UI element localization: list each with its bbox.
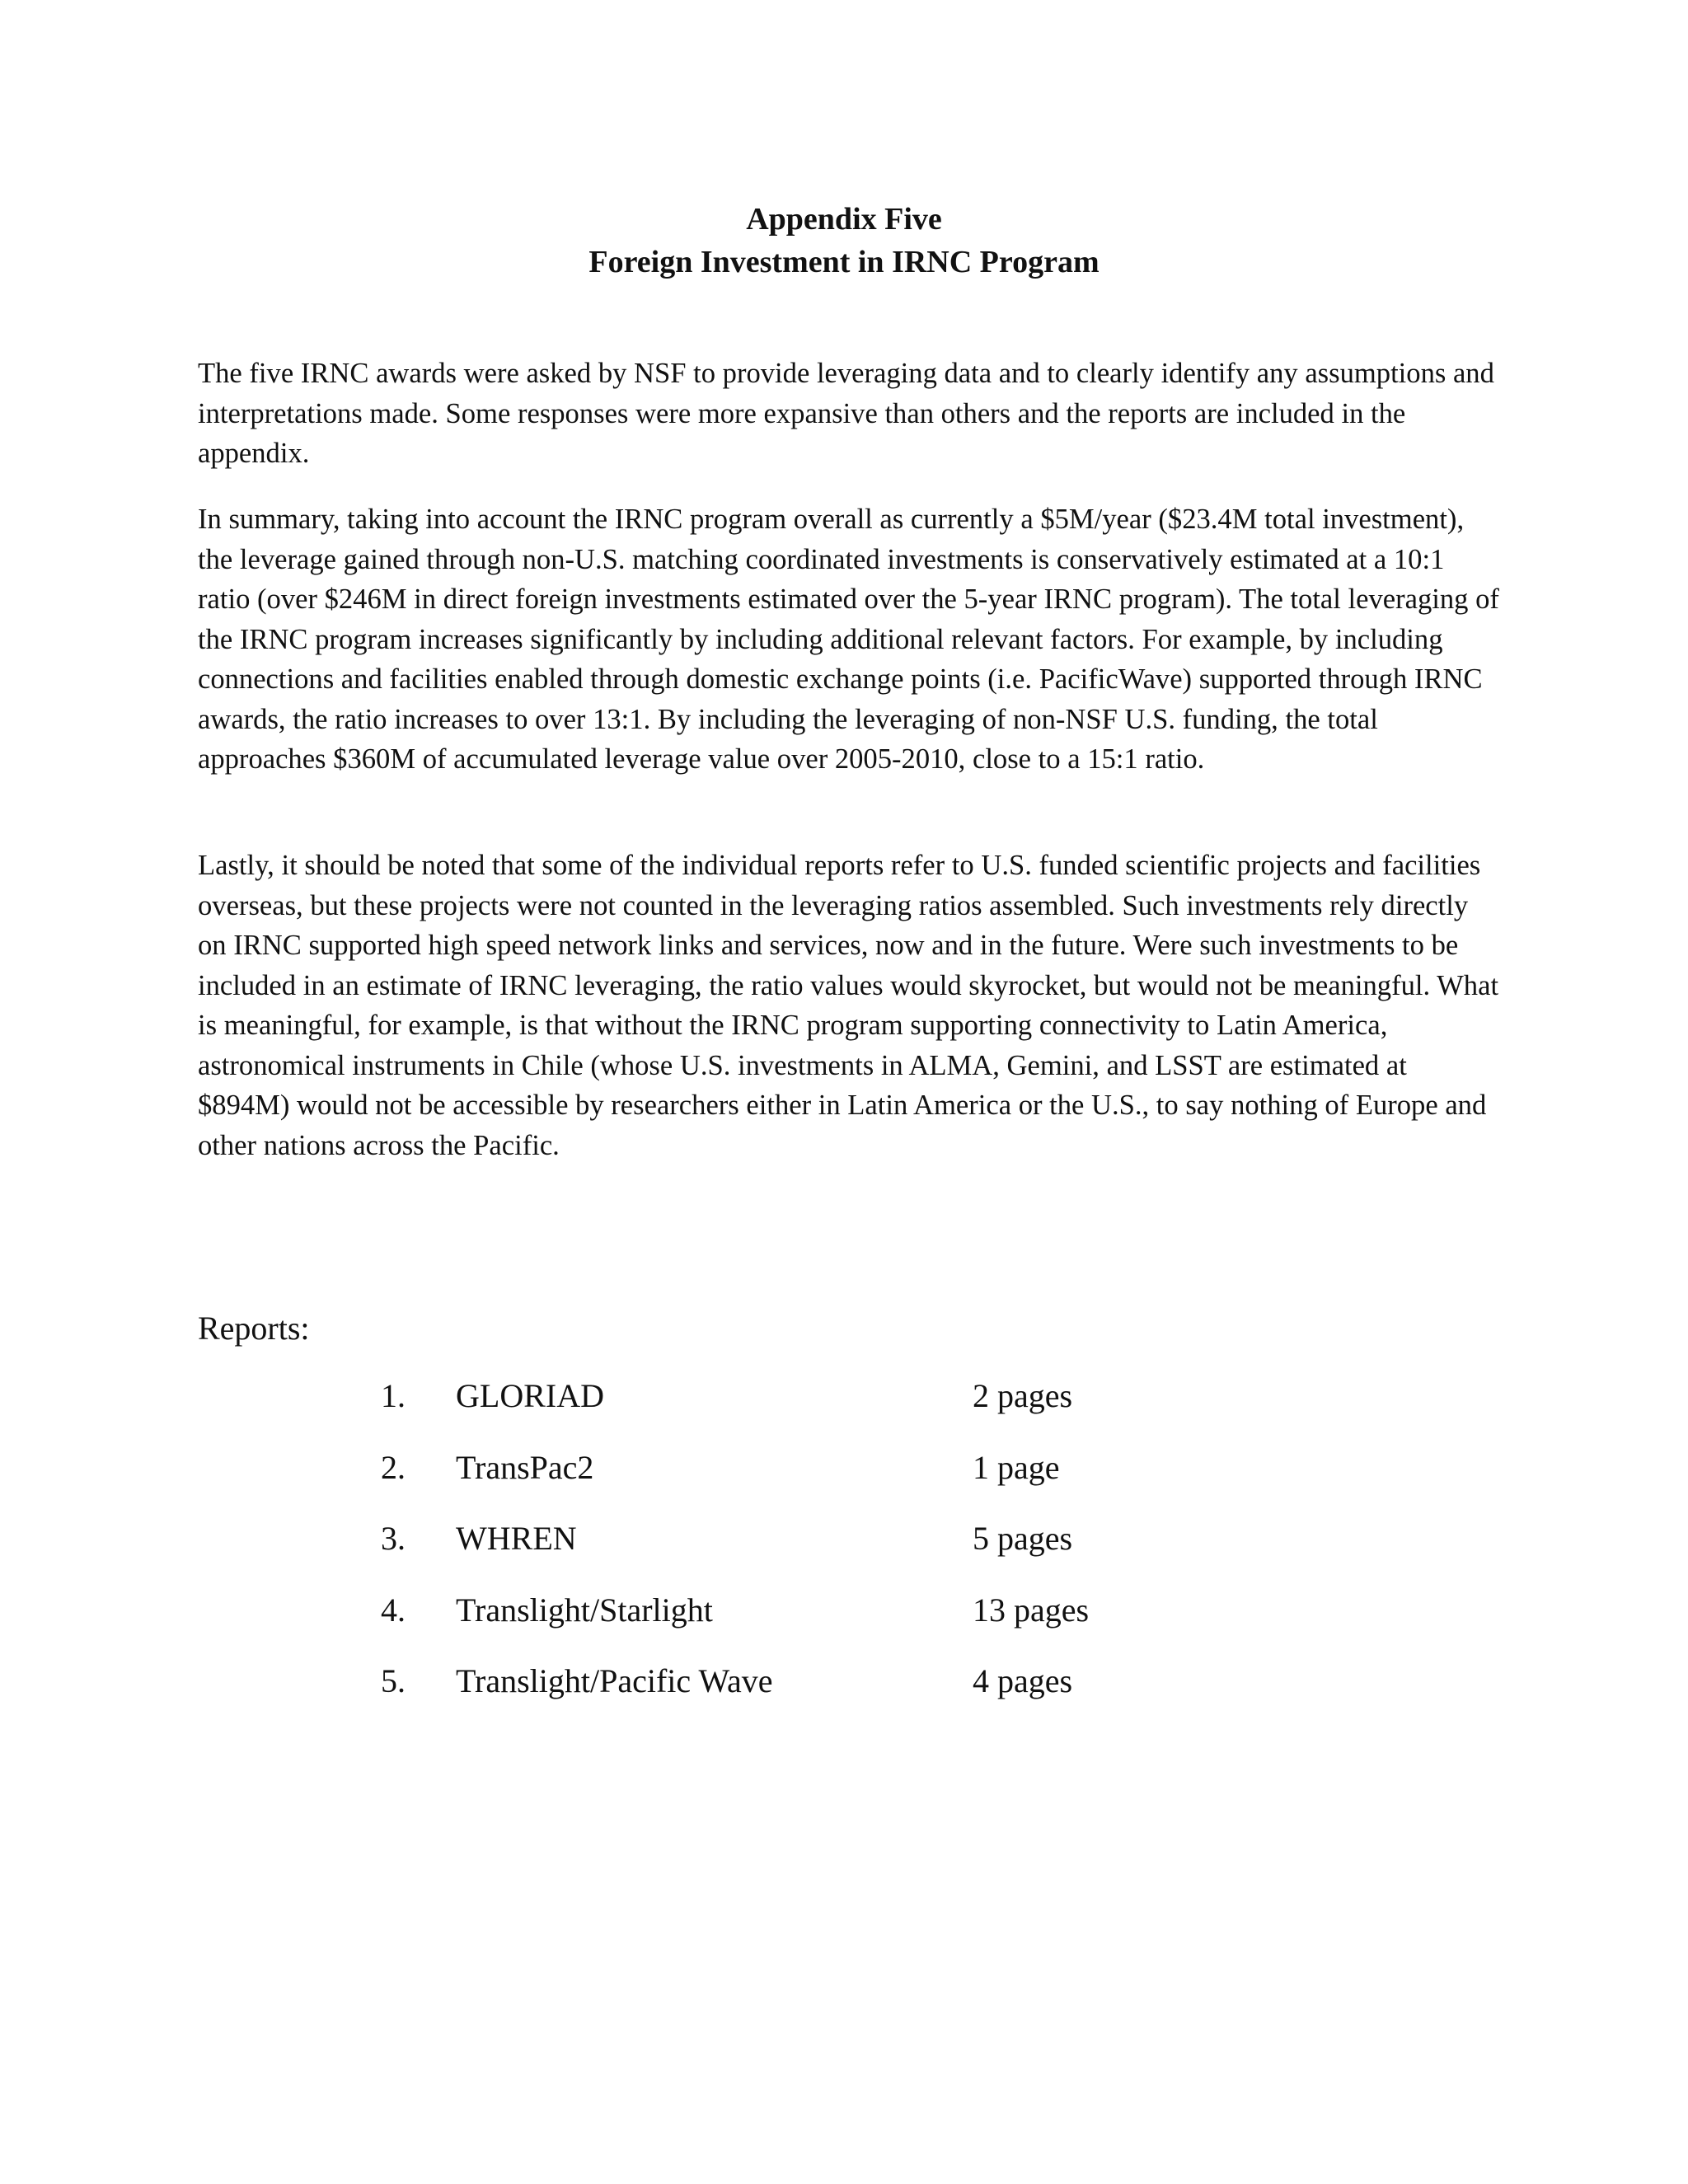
page-title: Appendix Five (746, 202, 942, 237)
report-number: 1. (381, 1377, 406, 1414)
list-item (0, 1587, 1688, 1659)
paragraph-summary: In summary, taking into account the IRNC program overall as currently a $5M/year ($23.4M total investment), the leverage gained through non-U.S. matching coordinated investments is conservatively estimated at a 10:1 ratio (over $246M in direct foreign investments estimated over the 5-year IRNC program). The total leveraging of the IRNC program increases significantly by including additional relevant factors. For example, by including connections and facilities enabled through domestic exchange points (i.e. PacificWave) supported through IRNC awards, the ratio increases to over 13:1. By including the leveraging of non-NSF U.S. funding, the total approaches $360M of accumulated leverage value over 2005-2010, close to a 15:1 ratio. (198, 504, 1499, 775)
report-number: 3. (381, 1520, 406, 1557)
report-pages: 1 page (973, 1448, 1060, 1486)
report-name: WHREN (456, 1520, 577, 1557)
report-name: Translight/Pacific Wave (456, 1662, 773, 1699)
report-pages: 4 pages (973, 1662, 1073, 1699)
report-pages: 5 pages (973, 1520, 1073, 1557)
paragraph-intro: The five IRNC awards were asked by NSF to provide leveraging data and to clearly identify any assumptions and interpretations made. Some responses were more expansive than others and the reports are included in the appendix. (198, 358, 1494, 469)
reports-label: Reports: (198, 1310, 310, 1347)
list-item (0, 1373, 1688, 1445)
report-name: GLORIAD (456, 1377, 604, 1414)
paragraph-lastly: Lastly, it should be noted that some of the individual reports refer to U.S. funded scientific projects and facilities overseas, but these projects were not counted in the leveraging ratios assembled. Such investments rely directly on IRNC supported high speed network links and services, now and in the future. Were such investments to be included in an estimate of IRNC leveraging, the ratio values would skyrocket, but would not be meaningful. What is meaningful, for example, is that without the IRNC program supporting connectivity to Latin America, astronomical instruments in Chile (whose U.S. investments in ALMA, Gemini, and LSST are estimated at $894M) would not be accessible by researchers either in Latin America or the U.S., to say nothing of Europe and other nations across the Pacific. (198, 850, 1499, 1161)
report-number: 2. (381, 1448, 406, 1486)
report-number: 5. (381, 1662, 406, 1699)
report-pages: 13 pages (973, 1591, 1090, 1629)
reports-list (0, 1373, 1688, 1730)
report-name: TransPac2 (456, 1448, 594, 1486)
page-subtitle: Foreign Investment in IRNC Program (588, 245, 1100, 279)
report-pages: 2 pages (973, 1377, 1073, 1414)
report-name: Translight/Starlight (456, 1591, 713, 1629)
list-item (0, 1516, 1688, 1587)
list-item (0, 1445, 1688, 1516)
report-number: 4. (381, 1591, 406, 1629)
list-item (0, 1658, 1688, 1730)
